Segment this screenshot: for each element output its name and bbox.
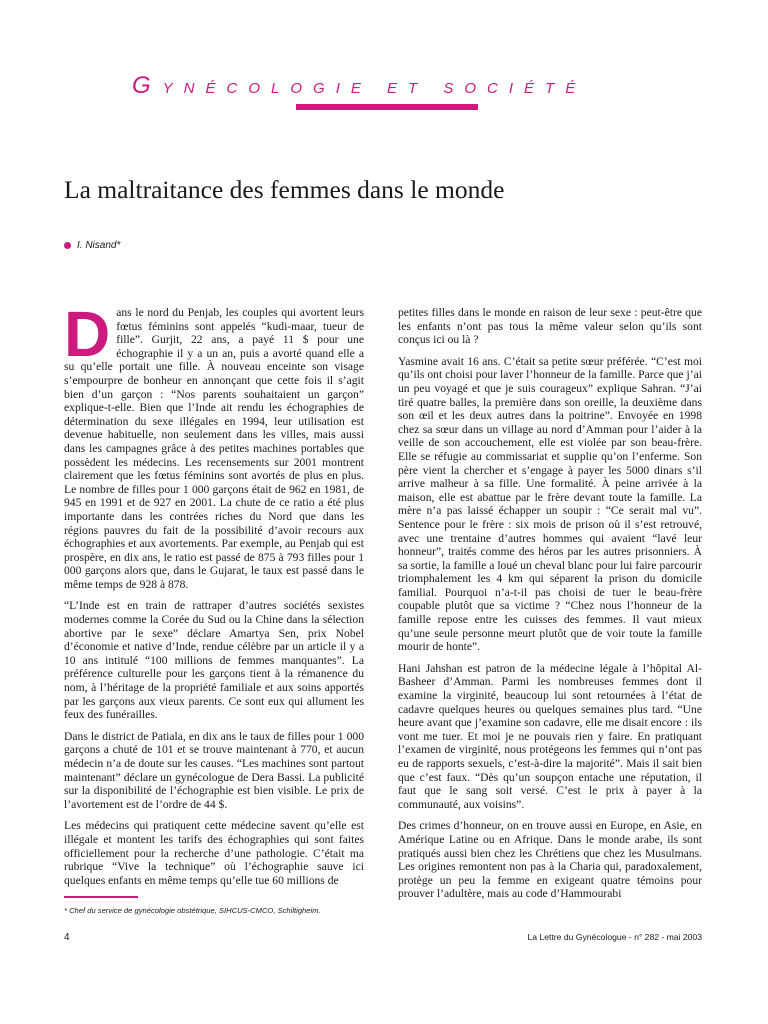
paragraph: Hani Jahshan est patron de la médecine légale à l’hôpital Al-Basheer d’Amman. Parmi les nombreuses femmes dont il examine la virginité, beaucoup lui sont retournées à l’état de cadavre quelques heures ou quelques semaines plus tard. “Une heure avant que j’examine son cadavre, elle me disait encore : ils vont me tuer. Et moi je ne pouvais rien y faire. En pratiquant l’examen de virginité, nous protégeons les femmes qui n’ont pas eu de rapports sexuels, c’est-à-dire la majorité”. Mais il sait bien que c’est faux. “Dès qu’un soupçon entache une réputation, il faut que le sang soit versé. C’est le prix à payer à la communauté, aux voisins”. [398, 661, 702, 811]
left-column [64, 298, 364, 895]
journal-citation: La Lettre du Gynécologue - n° 282 - mai 2003 [527, 932, 702, 942]
rubric-text: YNÉCOLOGIE ET SOCIÉTÉ [162, 80, 587, 97]
footnote: * Chef du service de gynécologie obstétrique, SIHCUS-CMCO, Schiltigheim. [64, 906, 321, 915]
page-number: 4 [64, 932, 70, 943]
right-column [398, 306, 702, 909]
author-name: I. Nisand* [77, 240, 121, 251]
paragraph: Des crimes d’honneur, on en trouve aussi en Europe, en Asie, en Amérique Latine ou en Afrique. Dans le monde arabe, ils sont pratiqués aussi bien chez les Chrétiens que chez les Musulmans. Les origines remontent non pas à la Charia qui, paradoxalement, protège un peu la femme en exigeant quatre témoins pour prouver l’adultère, mais au code d’Hammourabi [398, 819, 702, 901]
section-rubric [132, 72, 586, 100]
paragraph [64, 298, 364, 591]
paragraph: Dans le district de Patiala, en dix ans le taux de filles pour 1 000 garçons a chuté de 101 et se trouve maintenant à 770, et aucun médecin n’a de doute sur les causes. “Les machines sont partout maintenant” déclare un gynécologue de Dera Bassi. La publicité sur la disponibilité de l’échographie est bien visible. Le prix de l’avortement est de l’ordre de 44 $. [64, 729, 364, 811]
paragraph: “L’Inde est en train de rattraper d’autres sociétés sexistes modernes comme la Corée du Sud ou la Chine dans la sélection abortive par le sexe” déclare Amartya Sen, prix Nobel d’économie et native d’Inde, rendue célèbre par un article il y a 10 ans intitulé “100 millions de femmes manquantes”. La préférence culturelle pour les garçons tient à la rémanence du nom, à l’héritage de la propriété familiale et aux soins apportés par les garçons aux vieux parents. Ce sont eux qui allument les feux des funérailles. [64, 599, 364, 722]
paragraph: Yasmine avait 16 ans. C’était sa petite sœur préférée. “C’est moi qu’ils ont choisi pour laver l’honneur de la famille. Parce que j’ai un peu voyagé et que je suis courageux” explique Sahran. “J’ai tiré quatre balles, la première dans son oreille, la deuxième dans son œil et les deux autres dans la poitrine”. Envoyée en 1998 chez sa sœur dans un village au nord d’Amman pour l’aider à la veille de son accouchement, elle est violée par son beau-frère. Elle se réfugie au commissariat et supplie qu’on l’enferme. Son père vient la chercher et s’engage à payer les 5000 dinars s’il arrive malheur à sa fille. Une formalité. À peine arrivée à la maison, elle est abattue par le frère devant toute la famille. La mère n’a pas laissé échapper un soupir : “Ce serait mal vu”. Sentence pour le frère : six mois de prison où il s’est retrouvé, avec une trentaine d’autres hommes qui avaient “lavé leur honneur”, traités comme des héros par les autres prisonniers. À sa sortie, la famille a loué un cheval blanc pour lui faire parcourir triomphalement les 4 km qui séparent la prison du domicile familial. Pourquoi n’a-t-il pas choisi de tuer le beau-frère coupable plutôt que sa victime ? “Chez nous l’honneur de la famille repose entre les cuisses des femmes. Il vaut mieux qu’une seule personne meurt plutôt que de voir toute la famille mourir de honte”. [398, 354, 702, 654]
paragraph: petites filles dans le monde en raison de leur sexe : peut-être que les enfants n’ont pas tous la même valeur selon qu’ils sont conçus ici ou là ? [398, 306, 702, 347]
footnote-rule [64, 896, 138, 898]
rubric-initial: G [132, 72, 163, 99]
drop-cap: D [64, 298, 111, 370]
author-line [64, 240, 120, 251]
bullet-icon [64, 242, 71, 249]
paragraph-text: ans le nord du Penjab, les couples qui avortent leurs fœtus féminins sont appelés “kudi-maar, tueur de fille”. Gurjit, 22 ans, a payé 11 $ pour une échographie il y a un an, puis a avorté quand elle a su qu’elle portait une fille. À nouveau enceinte son visage s’empourpre de bonheur en annonçant que cette fois il s’agit bien d’un garçon : “Nos parents souhaitaient un garçon” explique-t-elle. Bien que l’Inde ait rendu les échographies de détermination du sexe illégales en 1994, leur utilisation est devenue habituelle, non seulement dans les villes, mais aussi dans les campagnes grâce à des petites machines portables que possèdent les médecins. Les recensements sur 2001 montrent clairement que les fœtus féminins sont avortés de plus en plus. Le nombre de filles pour 1 000 garçons était de 962 en 1981, de 945 en 1991 et de 927 en 2001. La chute de ce ratio a été plus importante dans les contrées riches du Nord que dans les régions pauvres du fait de la possibilité d’avoir recours aux échographies et aux avortements. Par exemple, au Penjab qui est prospère, en dix ans, le ratio est passé de 875 à 793 filles pour 1 000 garçons alors que, dans le Gujarat, le taux est passé dans le même temps de 928 à 878. [64, 306, 364, 591]
rubric-underline [296, 104, 478, 110]
article-title: La maltraitance des femmes dans le monde [64, 175, 505, 204]
paragraph: Les médecins qui pratiquent cette médecine savent qu’elle est illégale et montent les tarifs des échographies qui sont faites officiellement pour la recherche d’une pathologie. C’était ma rubrique “Vive la technique” où l’échographie sauve ici quelques enfants en même temps qu’elle tue 60 millions de [64, 819, 364, 887]
